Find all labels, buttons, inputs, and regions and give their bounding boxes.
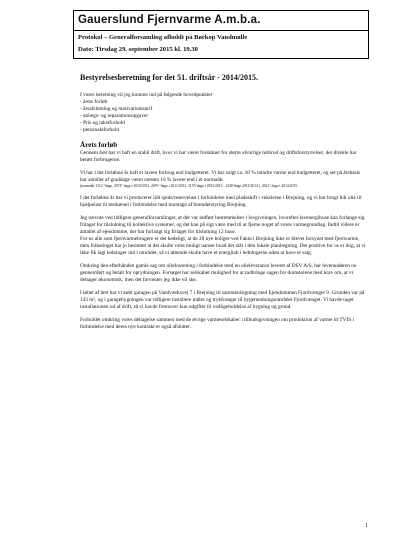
list-item: - anlægs- og reparationsopgaver	[80, 113, 149, 119]
list-item: - årsafslutning og motivationstarif	[80, 106, 153, 112]
paragraph: Vi har i det forløbne år haft et lavere forbrug end budgetteret. Vi har solgt ca. 10 % mindre varme end budgetteret, og set på årsbasis har antallet af graddage været næsten 16 % lavere end i et normalår.	[80, 170, 361, 183]
protocol-header	[73, 10, 369, 59]
page-number: 1	[365, 523, 368, 529]
degree-days-note: (normalår 3112 °dage, 3074° dage i 2010/2011, 2676 °dage i 2011/2012, 3155°dage i 2012/2013 , 2436°dage 2013/2014 ), 2621° dage i 2014/2015.	[80, 184, 299, 188]
paragraph: Omkring den efterhånden gamle sag om oliefourening i forbindelse med en olieleverance leveret af DSV A/S, har leverandøren nu gennemført og betalt for oprydningen. Forsøget har selskabet mulighed for at indbringe sagen for domstolene med krav om, at vi deltager økonomisk, men det forventer jeg ikke vil ske.	[80, 263, 357, 283]
paragraph: I det forløbne år har vi produceret lidt spids/reservelast i forbindelse med pladeskift i vekslerne i Brejning, og vi har brugt lidt olie til hjælpelast til testkørsel i forbindelse med montage af brænderstyring Brejning.	[80, 195, 362, 208]
list-item: - Pris og takstforhold	[80, 120, 125, 126]
protocol-line: Protokol – Generalforsamling afholdt på Børkop Vandmølle	[78, 34, 248, 41]
list-item: - personaleforhold	[80, 127, 119, 133]
paragraph: Jeg nævnte ved tidligere generalforsamlinger, at der var indført bestemmelser i lovgivningen, hvorefter lavenergihuse kan forlange sig fritaget for tilslutning til kollektive systemer, og det kan på sigt være med til at fjerne noget af vores varmegrundlag. Indtil videre er antallet af ejendomme, der har forlangt sig fritaget for tilslutning 12 huse.	[80, 215, 365, 235]
paragraph: Gennem året har vi haft en stabil drift, hvor vi har været forskånet for større alvorlige rørbrud og driftsforstyrrelser, der direkte har berørt forbrugerne.	[80, 150, 357, 163]
intro-text: I vores beretning vil jeg komme ind på følgende hovedpunkter	[80, 92, 213, 98]
company-title: Gauerslund Fjernvarme A.m.b.a.	[78, 14, 261, 26]
header-divider	[74, 30, 368, 31]
paragraph: I løbet af året har vi købt garagen på Vandværksvej 7 i Brejning til sammenlægning med Ejendommen Fjordvænget 9. Grunden var på 143 m², og i garagebygningen var tidligere installere måler og trykforøger til bygemodningsområdet Fjordvænget. Vi havde taget installationen ud af drift, så vi havde fremover kun udgifter til vedligeholdelse af bygning og grund.	[80, 290, 365, 310]
paragraph: Forholdet omkring vores deltagelse sammen med de øvrige varmeselskaber i tilbudsgivningen om produktion af varme til TVIS i forbindelse med deres nye kontrakt er også afsluttet.	[80, 317, 354, 330]
paragraph: For os alle som fjernvarmebrugere er det kedeligt, at de 20 nye boliger ved Fakta i Brejning ikke er blevet forsynet med fjernvarme, men folketinget har jo besluttet at det skulle være muligt uanset hvad der står i den lokale planlægning. Det positive for os er dog, at vi ikke fik lagt ledninger ind i området, så vi løbende skulle have et energitab i ledningerne uden at have et salg.	[80, 236, 366, 256]
date-line: Dato: Tirsdag 29. september 2015 kl. 19.30	[78, 46, 198, 53]
list-item: - årets forløb	[80, 99, 108, 105]
points-list	[80, 99, 368, 134]
report-body	[80, 73, 368, 331]
section-title: Årets forløb	[80, 141, 118, 149]
report-heading: Bestyrelsesberetning for det 51. driftsår - 2014/2015.	[80, 73, 259, 82]
